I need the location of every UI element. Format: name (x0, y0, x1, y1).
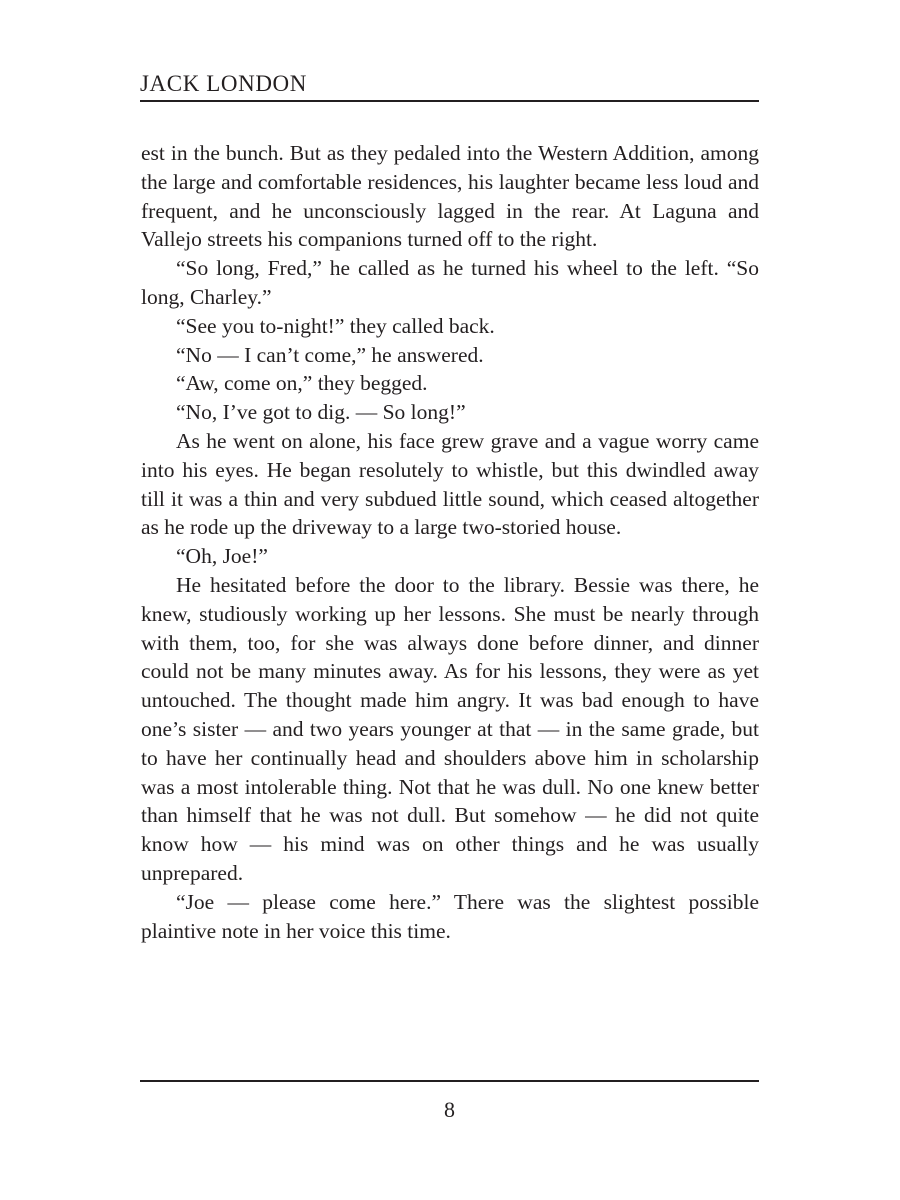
header-rule (140, 100, 759, 102)
running-head: JACK LONDON (140, 71, 307, 96)
paragraph: “See you to-night!” they called back. (176, 313, 495, 338)
paragraph: “Joe — please come here.” There was the slightest possible plaintive note in her voice this time. (141, 889, 759, 943)
paragraph: “No, I’ve got to dig. — So long!” (176, 400, 466, 425)
page-number: 8 (444, 1097, 455, 1122)
paragraph: As he went on alone, his face grew grave and a vague worry came into his eyes. He began resolutely to whistle, but this dwindled away till it was a thin and very subdued little sound, which ceased altogether as he rode up the driveway to a large two-storied house. (141, 428, 759, 540)
paragraph: est in the bunch. But as they pedaled into the Western Addition, among the large and comfortable residences, his laughter became less loud and frequent, and he unconsciously lagged in the rear. At Laguna and Vallejo streets his companions turned off to the right. (141, 141, 759, 252)
paragraph: He hesitated before the door to the library. Bessie was there, he knew, studiously working up her lessons. She must be nearly through with them, too, for she was always done before dinner, and dinner could not be many minutes away. As for his lessons, they were as yet untouched. The thought made him angry. It was bad enough to have one’s sister — and two years younger at that — in the same grade, but to have her continually head and shoulders above him in scholarship was a most intolerable thing. Not that he was dull. No one knew better than himself that he was not dull. But somehow — he did not quite know how — his mind was on other things and he was usually unprepared. (141, 572, 759, 885)
footer-rule (140, 1080, 759, 1082)
paragraph: “No — I can’t come,” he answered. (176, 342, 484, 367)
paragraph: “Aw, come on,” they begged. (176, 371, 428, 396)
body-text (141, 139, 759, 945)
paragraph: “Oh, Joe!” (176, 544, 268, 569)
paragraph: “So long, Fred,” he called as he turned his wheel to the left. “So long, Charley.” (141, 256, 759, 309)
